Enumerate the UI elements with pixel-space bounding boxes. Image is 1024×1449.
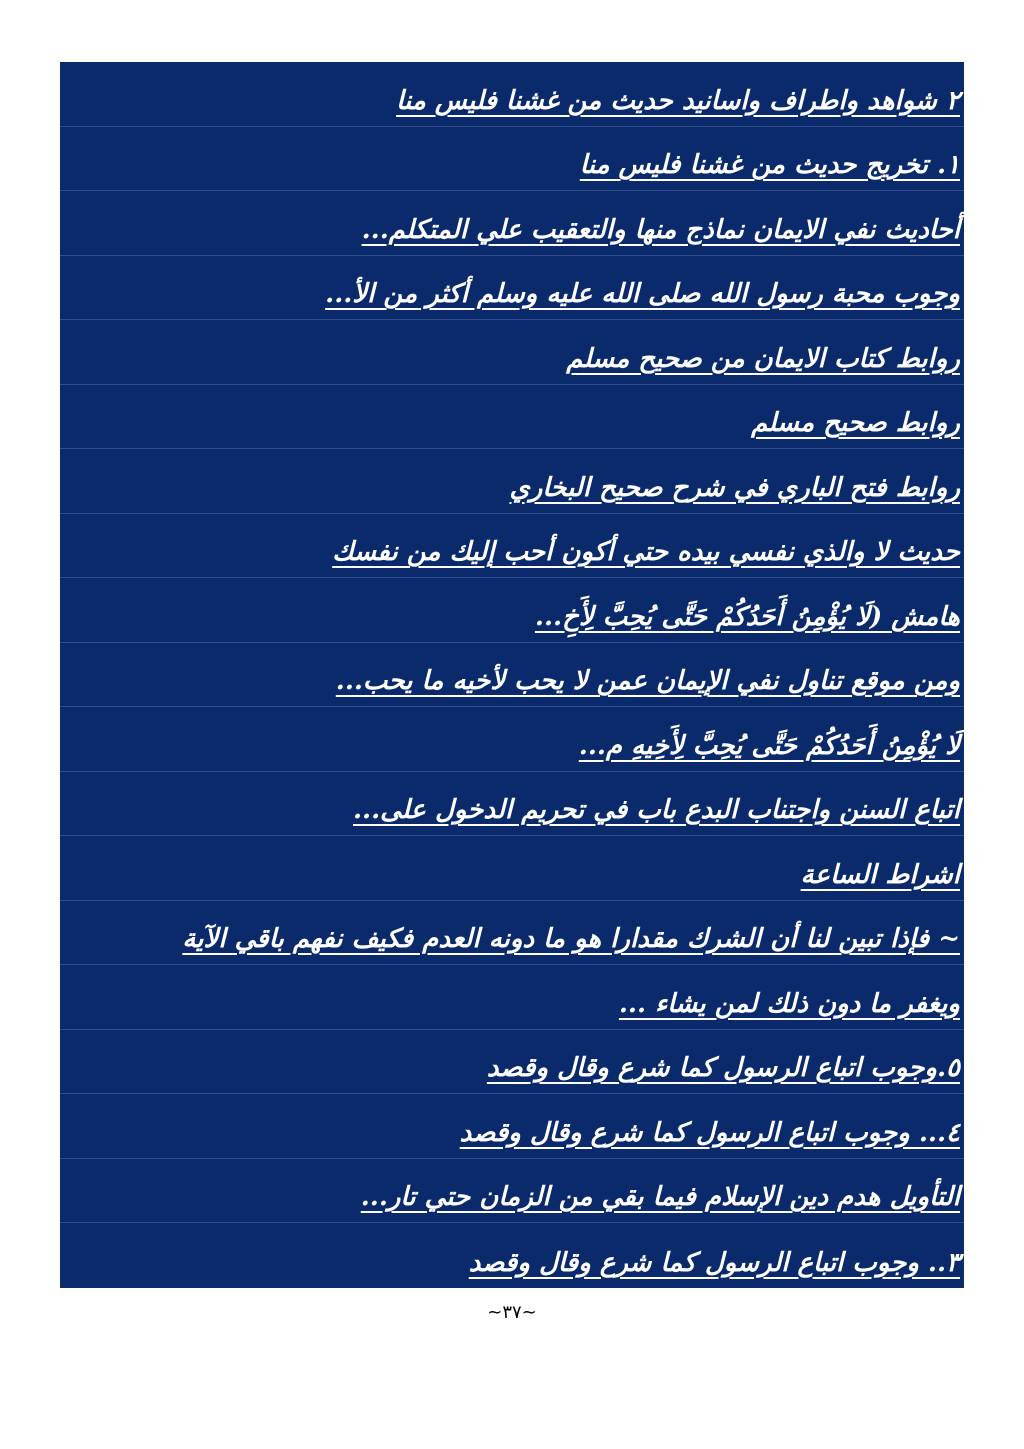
list-item (60, 385, 964, 450)
list-item (60, 643, 964, 708)
link[interactable]: ١. تخريج حديث من غشنا فليس منا (579, 150, 960, 180)
link[interactable]: التأويل هدم دين الإسلام فيما بقي من الزمان حتي تار... (360, 1182, 960, 1212)
link[interactable]: روابط صحيح مسلم (751, 408, 960, 438)
list-item (60, 62, 964, 127)
list-item (60, 836, 964, 901)
link[interactable]: هامش (لَا يُؤْمِنُ أَحَدُكُمْ حَتَّى يُحِبَّ لِأَخِ... (534, 601, 960, 632)
list-item (60, 578, 964, 643)
link[interactable]: ٣.. وجوب اتباع الرسول كما شرع وقال وقصد (468, 1247, 960, 1278)
link[interactable]: روابط فتح الباري في شرح صحيح البخاري (509, 472, 960, 503)
list-item (60, 127, 964, 192)
link[interactable]: اتباع السنن واجتناب البدع باب في تحريم الدخول على... (352, 795, 960, 825)
link[interactable]: ٥.وجوب اتباع الرسول كما شرع وقال وقصد (486, 1053, 960, 1083)
list-item (60, 1223, 964, 1288)
list-item (60, 772, 964, 837)
link[interactable]: أحاديث نفي الايمان نماذج منها والتعقيب علي المتكلم... (361, 214, 960, 245)
link[interactable]: ويغفر ما دون ذلك لمن يشاء ... (618, 988, 960, 1019)
link[interactable]: حديث لا والذي نفسي بيده حتي أكون أحب إليك من نفسك (332, 537, 960, 567)
link[interactable]: روابط كتاب الايمان من صحيح مسلم (566, 343, 960, 374)
links-panel (60, 62, 964, 1288)
list-item (60, 191, 964, 256)
link[interactable]: ٢ شواهد واطراف واسانيد حديث من غشنا فليس منا (396, 85, 960, 116)
list-item (60, 707, 964, 772)
link[interactable]: وجوب محبة رسول الله صلى الله عليه وسلم أكثر من الأ... (325, 279, 960, 309)
link[interactable]: ومن موقع تناول نفي الإيمان عمن لا يحب لأخيه ما يحب... (335, 666, 960, 696)
list-item (60, 965, 964, 1030)
list-item (60, 1159, 964, 1224)
list-item (60, 901, 964, 966)
link[interactable]: لَا يُؤْمِنُ أَحَدُكُمْ حَتَّى يُحِبَّ لِأَخِيهِ م... (578, 730, 960, 761)
list-item (60, 449, 964, 514)
list-item (60, 320, 964, 385)
page-number: ~٣٧~ (487, 1302, 537, 1323)
link[interactable]: اشراط الساعة (800, 859, 960, 890)
list-item (60, 514, 964, 579)
list-item (60, 1030, 964, 1095)
list-item (60, 256, 964, 321)
link[interactable]: ٤... وجوب اتباع الرسول كما شرع وقال وقصد (459, 1117, 960, 1148)
link[interactable]: ~ فإذا تبين لنا أن الشرك مقدارا هو ما دونه العدم فكيف نفهم باقي الآية (182, 924, 960, 954)
list-item (60, 1094, 964, 1159)
